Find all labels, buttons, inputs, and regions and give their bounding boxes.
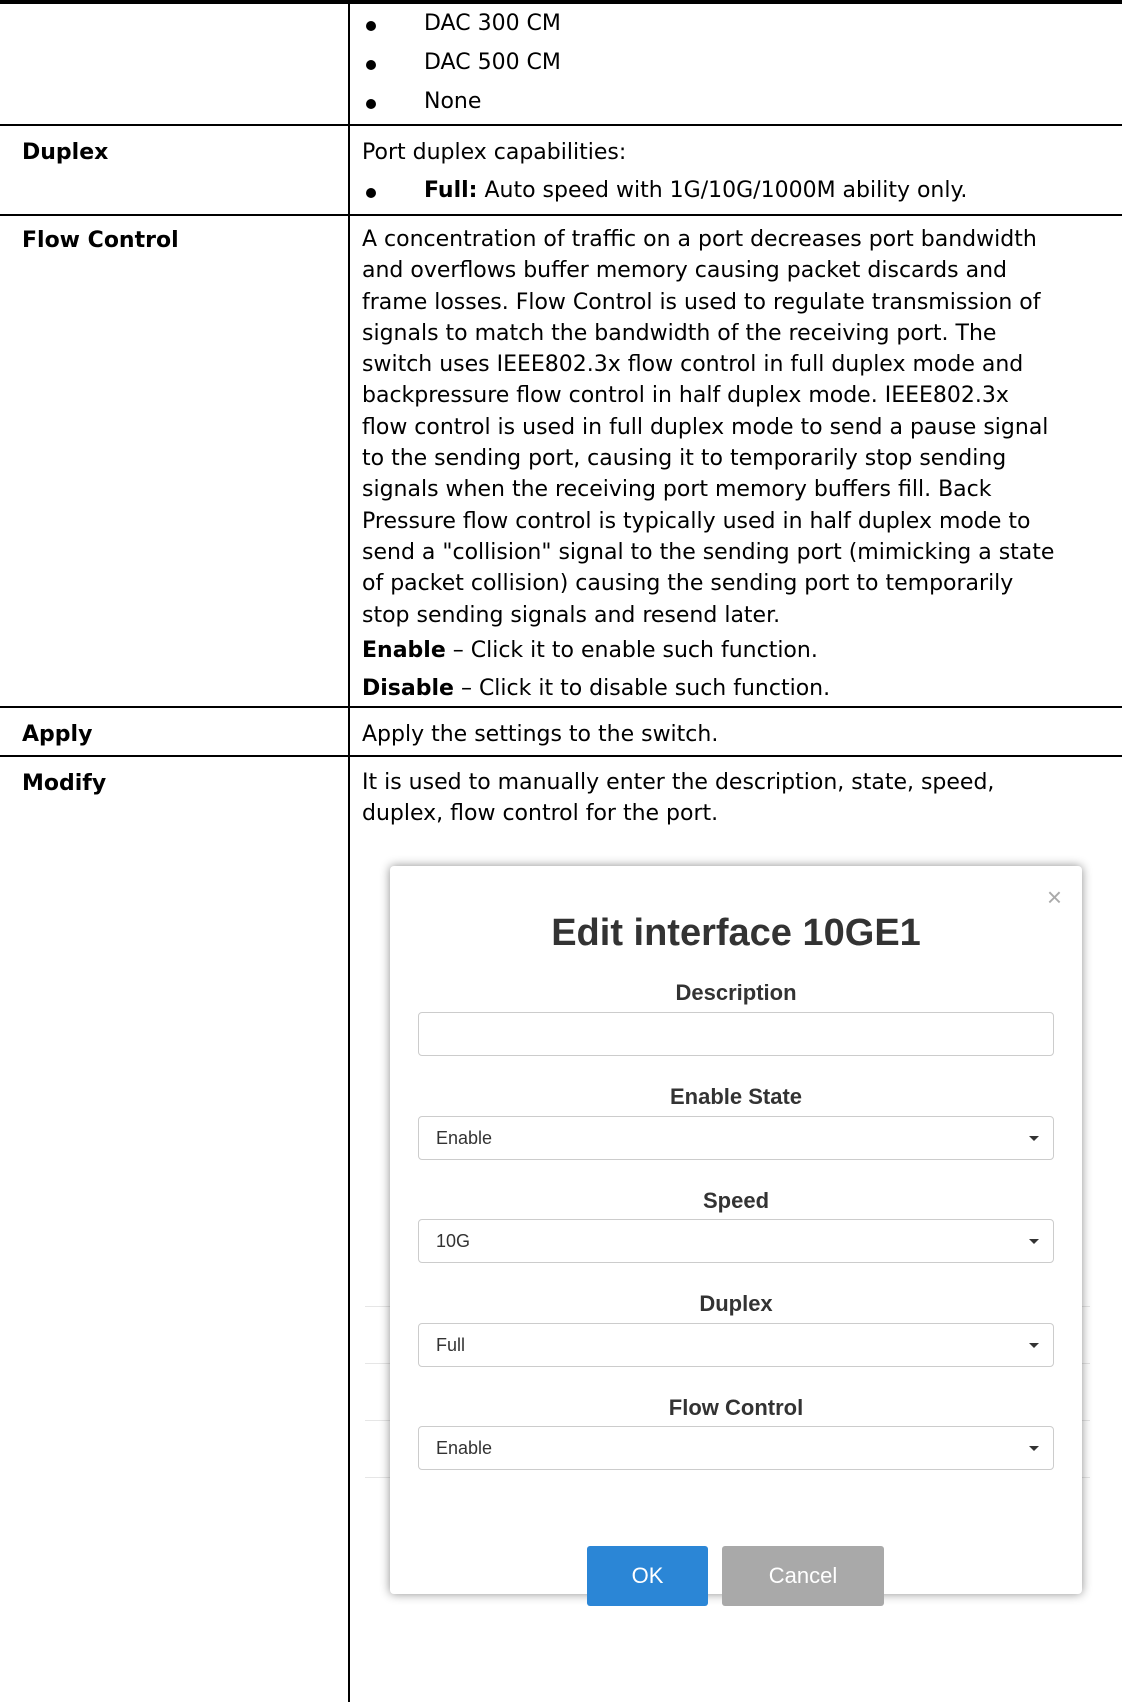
enable-state-value: Enable — [436, 1128, 493, 1148]
flow-control-enable — [362, 638, 1082, 663]
disable-term: Disable — [362, 676, 454, 701]
enable-state-label: Enable State — [669, 1084, 803, 1109]
bullet-dot — [366, 60, 376, 70]
duplex-select[interactable] — [418, 1323, 1054, 1367]
bullet-dot — [366, 99, 376, 109]
text-line: signals when the receiving port memory buffers fill. Back — [362, 477, 992, 503]
text-line: backpressure flow control in half duplex mode. IEEE802.3x — [362, 383, 1009, 409]
apply-label: Apply — [22, 722, 93, 747]
duplex-full-desc: Auto speed with 1G/10G/1000M ability only. — [477, 178, 968, 203]
table-column-divider — [348, 0, 350, 1702]
chevron-down-icon — [1029, 1446, 1039, 1451]
flow-control-field-label: Flow Control — [668, 1395, 804, 1420]
bullet-dot — [366, 188, 376, 198]
row-divider — [0, 214, 1122, 216]
text-line: switch uses IEEE802.3x flow control in full duplex mode and — [362, 352, 1024, 378]
speed-option-none: None — [424, 89, 482, 114]
text-line: send a "collision" signal to the sending port (mimicking a state — [362, 539, 1055, 565]
flow-control-select[interactable] — [418, 1426, 1054, 1470]
text-line: of packet collision) causing the sending port to temporarily — [362, 571, 1014, 597]
duplex-value: Full — [436, 1335, 466, 1355]
text-line: Pressure flow control is typically used in half duplex mode to — [362, 508, 1031, 534]
flow-control-value: Enable — [436, 1438, 493, 1458]
disable-desc: – Click it to disable such function. — [453, 676, 831, 701]
duplex-label: Duplex — [22, 140, 109, 165]
duplex-field-label: Duplex — [699, 1291, 773, 1316]
chevron-down-icon — [1029, 1343, 1039, 1348]
speed-value: 10G — [436, 1231, 471, 1251]
apply-description: Apply the settings to the switch. — [362, 722, 719, 747]
description-input[interactable] — [418, 1012, 1054, 1056]
modify-description — [362, 767, 1082, 830]
text-line: flow control is used in full duplex mode to send a pause signal — [362, 414, 1049, 440]
speed-option-dac300: DAC 300 CM — [424, 11, 561, 36]
close-icon[interactable]: × — [1046, 882, 1062, 912]
duplex-full-term: Full: — [424, 178, 478, 203]
table-top-border — [0, 0, 1122, 4]
edit-interface-dialog — [390, 866, 1082, 1594]
enable-state-select[interactable] — [418, 1116, 1054, 1160]
enable-term: Enable — [362, 638, 446, 663]
speed-label: Speed — [702, 1188, 770, 1213]
duplex-full-item — [424, 178, 967, 203]
chevron-down-icon — [1029, 1239, 1039, 1244]
text-line: frame losses. Flow Control is used to regulate transmission of — [362, 289, 1041, 315]
flow-control-description — [362, 224, 1082, 631]
flow-control-label: Flow Control — [22, 228, 179, 253]
bullet-dot — [366, 21, 376, 31]
text-line: It is used to manually enter the description, state, speed, — [362, 770, 995, 795]
row-divider — [0, 124, 1122, 126]
text-line: stop sending signals and resend later. — [362, 602, 781, 628]
text-line: to the sending port, causing it to temporarily stop sending — [362, 446, 1007, 472]
duplex-intro: Port duplex capabilities: — [362, 140, 627, 165]
ok-button[interactable]: OK — [587, 1546, 708, 1606]
flow-control-disable — [362, 676, 1082, 701]
speed-select[interactable] — [418, 1219, 1054, 1263]
modify-label: Modify — [22, 771, 107, 796]
cancel-button[interactable]: Cancel — [722, 1546, 884, 1606]
speed-option-dac500: DAC 500 CM — [424, 50, 561, 75]
text-line: duplex, flow control for the port. — [362, 801, 719, 827]
chevron-down-icon — [1029, 1136, 1039, 1141]
description-label: Description — [675, 980, 797, 1005]
row-divider — [0, 755, 1122, 757]
text-line: signals to match the bandwidth of the receiving port. The — [362, 320, 997, 346]
row-divider — [0, 706, 1122, 708]
text-line: A concentration of traffic on a port decreases port bandwidth — [362, 227, 1037, 252]
text-line: and overflows buffer memory causing packet discards and — [362, 258, 1007, 284]
dialog-title: Edit interface 10GE1 — [551, 912, 921, 954]
enable-desc: – Click it to enable such function. — [445, 638, 818, 663]
